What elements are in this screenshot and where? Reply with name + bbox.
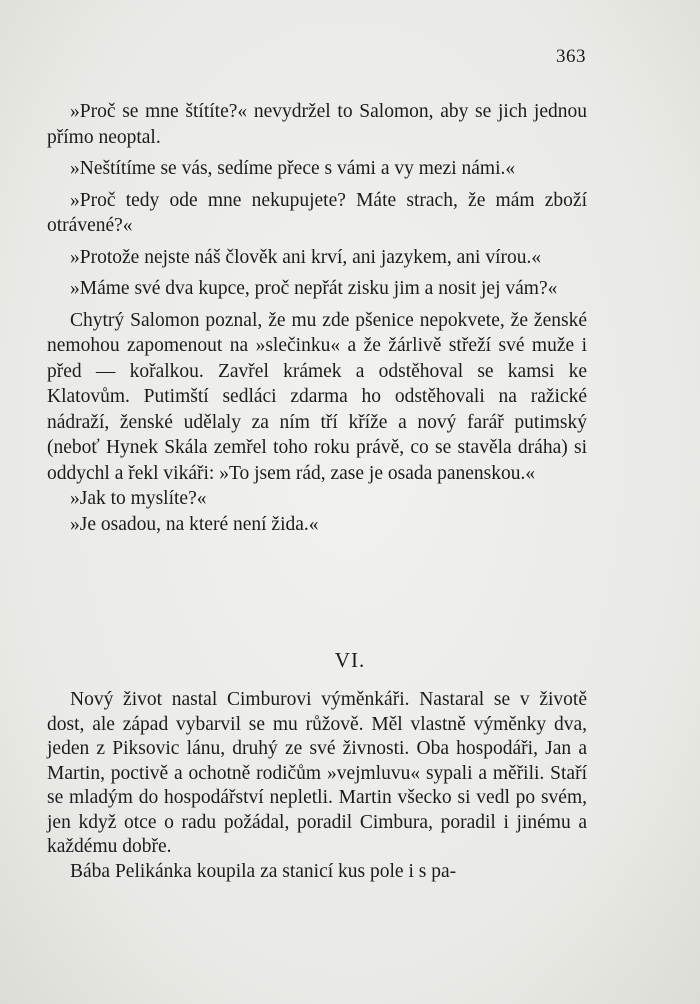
paragraph: »Je osadou, na které není žida.« [70, 513, 319, 535]
paragraph: »Proč se mne štítíte?« nevydržel to Salomon, aby se jich jednou přímo neoptal. [47, 101, 587, 148]
paragraph: »Proč tedy ode mne nekupujete? Máte strach, že mám zboží otrávené?« [47, 189, 587, 236]
paragraph: »Protože nejste náš člověk ani krví, ani jazykem, ani vírou.« [70, 246, 542, 268]
main-text [47, 99, 587, 537]
paragraph: »Jak to myslíte?« [70, 488, 207, 509]
paragraph: Nový život nastal Cimburovi výměnkáři. Nastaral se v životě dost, ale západ vybarvil se mu růžově. Měl vlastně výměnky dva, jeden z Piksovic lánu, druhý ze své živnosti. Oba hospodáři, Jan a Martin, poctivě a ochotně rodičům »vejmluvu« sypali a měřili. Staří se mladým do hospodářství nepletli. Martin všecko si vedl po svém, jen když otce o radu požádal, poradil Cimbura, poradil i jinému a každému dobře. [47, 689, 587, 857]
paragraph: »Neštítíme se vás, sedíme přece s vámi a vy mezi námi.« [70, 158, 516, 179]
chapter-text [47, 688, 587, 884]
page-number: 363 [556, 46, 586, 67]
paragraph: Chytrý Salomon poznal, že mu zde pšenice nepokvete, že ženské nemohou zapomenout na »slečinku« a že žárlivě střeží své muže i před — kořalkou. Zavřel krámek a odstěhoval se kamsi ke Klatovům. Putimští sedláci zdarma ho odstěhovali na ražické nádraží, ženské udělaly za ním tří kříže a nový farář putimský (neboť Hynek Skála zemřel toho roku právě, co se stavěla dráha) si oddychl a řekl vikáři: »To jsem rád, zase je osada panenskou.« [47, 309, 587, 484]
chapter-heading: VI. [334, 648, 366, 672]
paragraph: Bába Pelikánka koupila za stanicí kus pole i s pa- [70, 860, 457, 882]
paragraph: »Máme své dva kupce, proč nepřát zisku jim a nosit jej vám?« [70, 278, 558, 299]
